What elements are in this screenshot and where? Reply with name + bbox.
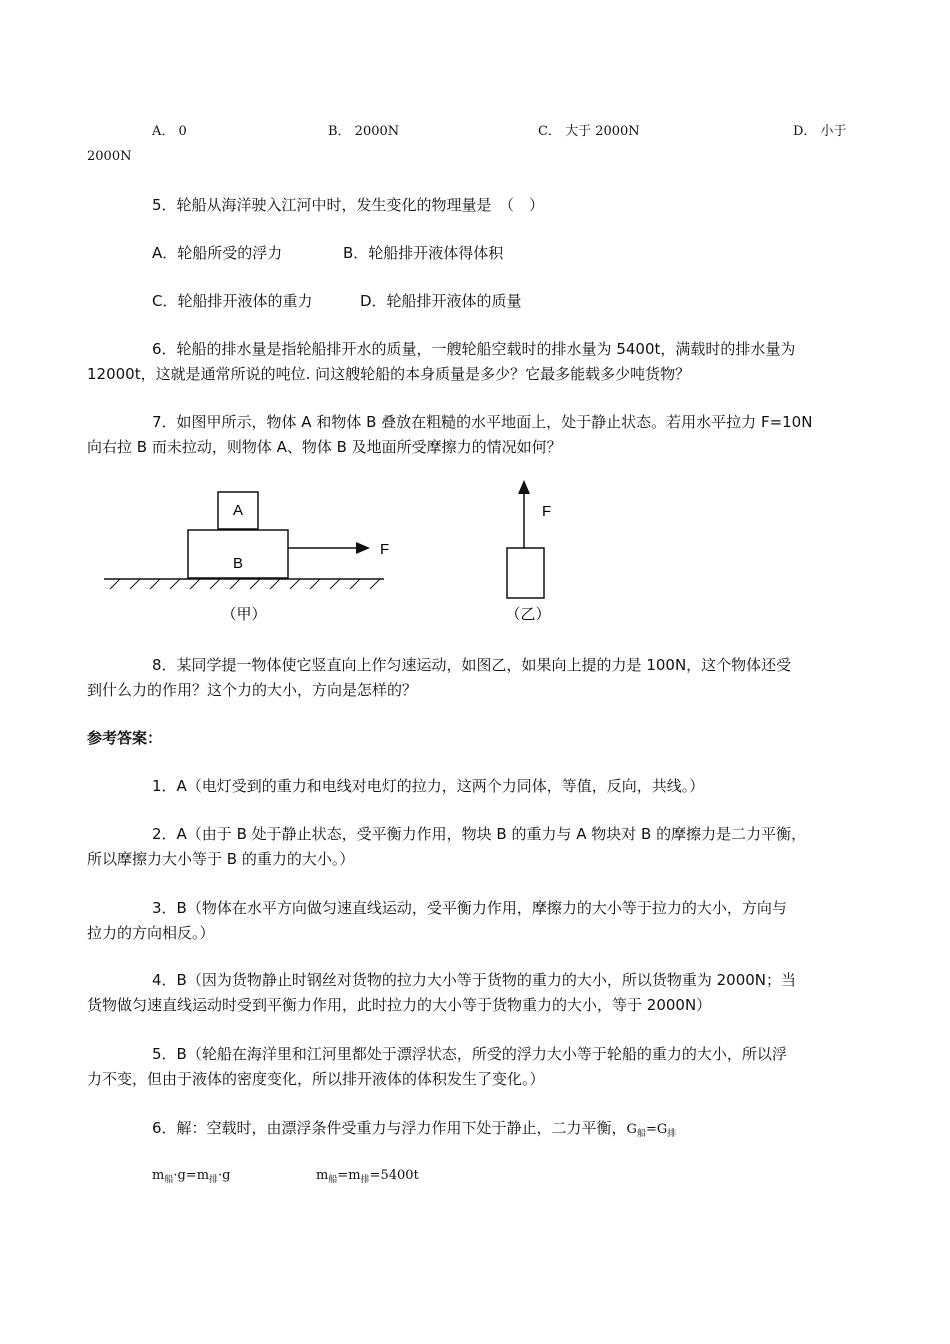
formula-1-end: ·g [218,1168,231,1183]
answer-2-line-2: 所以摩擦力大小等于 B 的重力的大小。） [87,850,355,868]
caption-jia: （甲） [221,605,267,623]
lifted-object [507,548,544,598]
force-f-label-right: F [542,503,552,520]
q8-line-2: 到什么力的作用？这个力的大小，方向是怎样的？ [87,681,418,699]
q5-option-a: A．轮船所受的浮力 [152,244,283,262]
force-arrow-right-head [356,542,370,554]
formula-1-sub-chuan: 船 [164,1175,174,1185]
q7-line-2: 向右拉 B 而未拉动，则物体 A、物体 B 及地面所受摩擦力的情况如何？ [87,438,562,456]
answer-6-sub-pai: 排 [667,1129,677,1139]
q6-line-1: 6．轮船的排水量是指轮船排开水的质量，一艘轮船空载时的排水量为 5400t，满载时的排水量为 [152,340,796,358]
answer-3-line-2: 拉力的方向相反。） [87,924,215,942]
block-b-label: B [232,555,244,572]
answer-6-formula-1 [152,1166,231,1190]
q5-option-c: C．轮船排开液体的重力 [152,292,313,310]
answer-2-line-1: 2．A（由于 B 处于静止状态，受平衡力作用，物块 B 的重力与 A 物块对 B 的摩擦力是二力平衡， [152,825,807,843]
answer-3-line-1: 3．B（物体在水平方向做匀速直线运动，受平衡力作用，摩擦力的大小等于拉力的大小，方向与 [152,899,787,917]
answer-6-text: 6．解：空载时，由漂浮条件受重力与浮力作用下处于静止，二力平衡， [152,1119,627,1137]
answer-6-line-1 [152,1118,676,1144]
q4-option-b: B． 2000N [328,124,400,139]
answer-4-line-1: 4．B（因为货物静止时钢丝对货物的拉力大小等于货物的重力的大小，所以货物重为 2000N；当 [152,971,797,989]
formula-2-end: =5400t [369,1168,419,1183]
answer-4-line-2: 货物做匀速直线运动时受到平衡力作用，此时拉力的大小等于货物重力的大小，等于 2000N） [87,996,712,1014]
force-diagram-figure [100,476,580,636]
force-arrow-up-head [518,480,530,494]
formula-1-sub-pai: 排 [209,1175,219,1185]
force-f-label-left: F [380,541,390,558]
q4-option-c: C． 大于 2000N [538,124,640,139]
answer-6-formula-2 [316,1166,419,1190]
answer-5-line-2: 力不变，但由于液体的密度变化，所以排开液体的体积发生了变化。） [87,1070,545,1088]
q4-option-d: D． 小于 [793,124,847,139]
formula-2-m: m [316,1168,329,1183]
ground-hatching [110,579,380,589]
answer-6-g: G [626,1122,637,1137]
formula-2-sub-pai: 排 [360,1175,370,1185]
q7-line-1: 7．如图甲所示，物体 A 和物体 B 叠放在粗糙的水平地面上，处于静止状态。若用水平拉力 F=10N [152,413,813,431]
diagram-yi [505,480,551,623]
q5-option-b: B．轮船排开液体得体积 [343,244,504,262]
q4-option-a: A． 0 [152,124,187,139]
answer-5-line-1: 5．B（轮船在海洋里和江河里都处于漂浮状态，所受的浮力大小等于轮船的重力的大小，所以浮 [152,1045,787,1063]
caption-yi: （乙） [505,605,551,623]
answer-6-sub-chuan: 船 [636,1129,646,1139]
block-a-label: A [232,502,244,519]
formula-2-mid: =m [337,1168,361,1183]
q5-stem: 5．轮船从海洋驶入江河中时，发生变化的物理量是 （ ） [152,196,545,214]
diagram-jia [104,492,389,623]
q4-option-d-continued: 2000N [87,149,132,164]
formula-1-mid: ·g=m [173,1168,210,1183]
formula-2-sub-chuan: 船 [328,1175,338,1185]
answer-1: 1．A（电灯受到的重力和电线对电灯的拉力，这两个力同体，等值，反向，共线。） [152,777,705,795]
q5-option-d: D．轮船排开液体的质量 [360,292,522,310]
answers-heading: 参考答案： [87,729,163,747]
answer-6-eq: =G [645,1122,668,1137]
formula-1-m: m [152,1168,165,1183]
q8-line-1: 8．某同学提一物体使它竖直向上作匀速运动，如图乙，如果向上提的力是 100N，这个物体还受 [152,656,792,674]
q6-line-2: 12000t，这就是通常所说的吨位. 问这艘轮船的本身质量是多少？它最多能载多少吨货物？ [87,365,691,383]
